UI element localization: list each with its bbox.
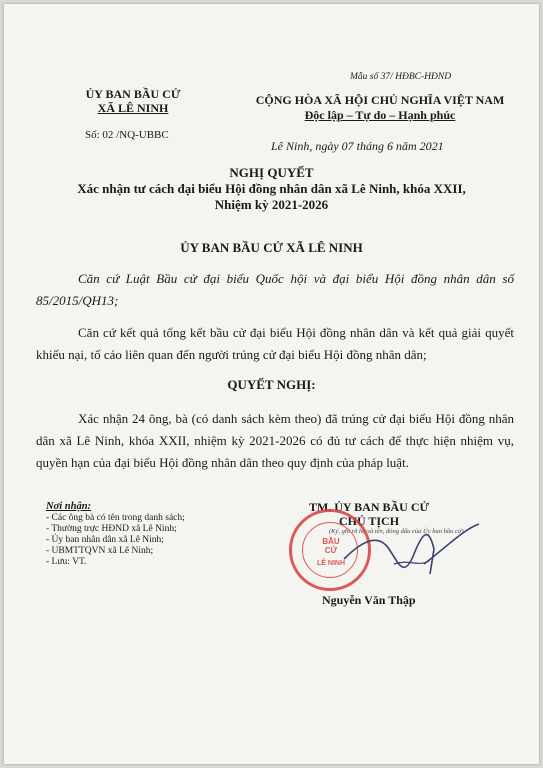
issuer-heading: ỦY BAN BẦU CỬ XÃ LÊ NINH [180, 240, 363, 255]
national-title: CỘNG HÒA XÃ HỘI CHỦ NGHĨA VIỆT NAM [255, 93, 505, 107]
recipients-heading: Nơi nhận: [46, 501, 92, 512]
form-number: Mẫu số 37/ HĐBC-HĐND [350, 72, 452, 82]
issuing-org-line2: XÃ LÊ NINH [97, 101, 169, 115]
recipient-item: - Các ông bà có tên trong danh sách; [46, 513, 185, 523]
title-line1: Xác nhận tư cách đại biểu Hội đồng nhân dân xã Lê Ninh, khóa XXII, [77, 181, 466, 196]
issuing-org [68, 87, 198, 115]
seal-text-0: LÊ NINH [317, 560, 345, 567]
recipient-item: - Thường trực HĐND xã Lê Ninh; [46, 524, 177, 534]
national-motto [240, 108, 520, 123]
signature-on-behalf: TM. ỦY BAN BẦU CỬ [308, 500, 430, 514]
issuing-org-line1: ỦY BAN BẦU CỬ [85, 87, 181, 101]
seal-text-2: CỬ [324, 546, 338, 555]
document-type: NGHỊ QUYẾT [229, 165, 314, 180]
signature-position: CHỦ TỊCH [338, 514, 400, 528]
national-motto-text: Độc lập – Tự do – Hạnh phúc [304, 108, 456, 122]
resolution-text: Xác nhận 24 ông, bà (có danh sách kèm theo) đã trúng cử đại biểu Hội đồng nhân dân xã Lê Ninh, khóa XXII, nhiệm kỳ 2021-2026 có đủ tư cách để thực hiện nhiệm vụ, quyền hạn của đại biểu Hội đồng nhân dân theo quy định của pháp luật. [36, 411, 514, 470]
document-page [4, 4, 539, 764]
legal-basis-1: Căn cứ Luật Bầu cử đại biểu Quốc hội và đại biểu Hội đồng nhân dân số 85/2015/QH13; [36, 271, 514, 308]
recipient-item: - Ủy ban nhân dân xã Lê Ninh; [46, 535, 164, 545]
place-date: Lê Ninh, ngày 07 tháng 6 năm 2021 [271, 139, 444, 153]
seal-text-1: BẦU [322, 537, 340, 546]
document-number: Số: 02 /NQ-UBBC [85, 129, 169, 141]
signature-note: (Ký, ghi rõ họ và tên, đóng dấu của Ủy ban bầu cử) [329, 528, 464, 535]
recipient-item: - Lưu: VT. [46, 557, 87, 567]
title-line2: Nhiệm kỳ 2021-2026 [214, 197, 329, 212]
signer-name: Nguyễn Văn Thập [322, 593, 416, 607]
recipients-list [46, 500, 185, 568]
resolve-heading: QUYẾT NGHỊ: [227, 377, 316, 392]
recipient-item: - UBMTTQVN xã Lê Ninh; [46, 546, 154, 556]
handwritten-signature [334, 519, 484, 594]
legal-basis-2: Căn cứ kết quả tổng kết bầu cử đại biểu Hội đồng nhân dân và kết quả giải quyết khiếu nại, tố cáo liên quan đến người trúng cử đại biểu Hội đồng nhân dân; [36, 325, 514, 362]
